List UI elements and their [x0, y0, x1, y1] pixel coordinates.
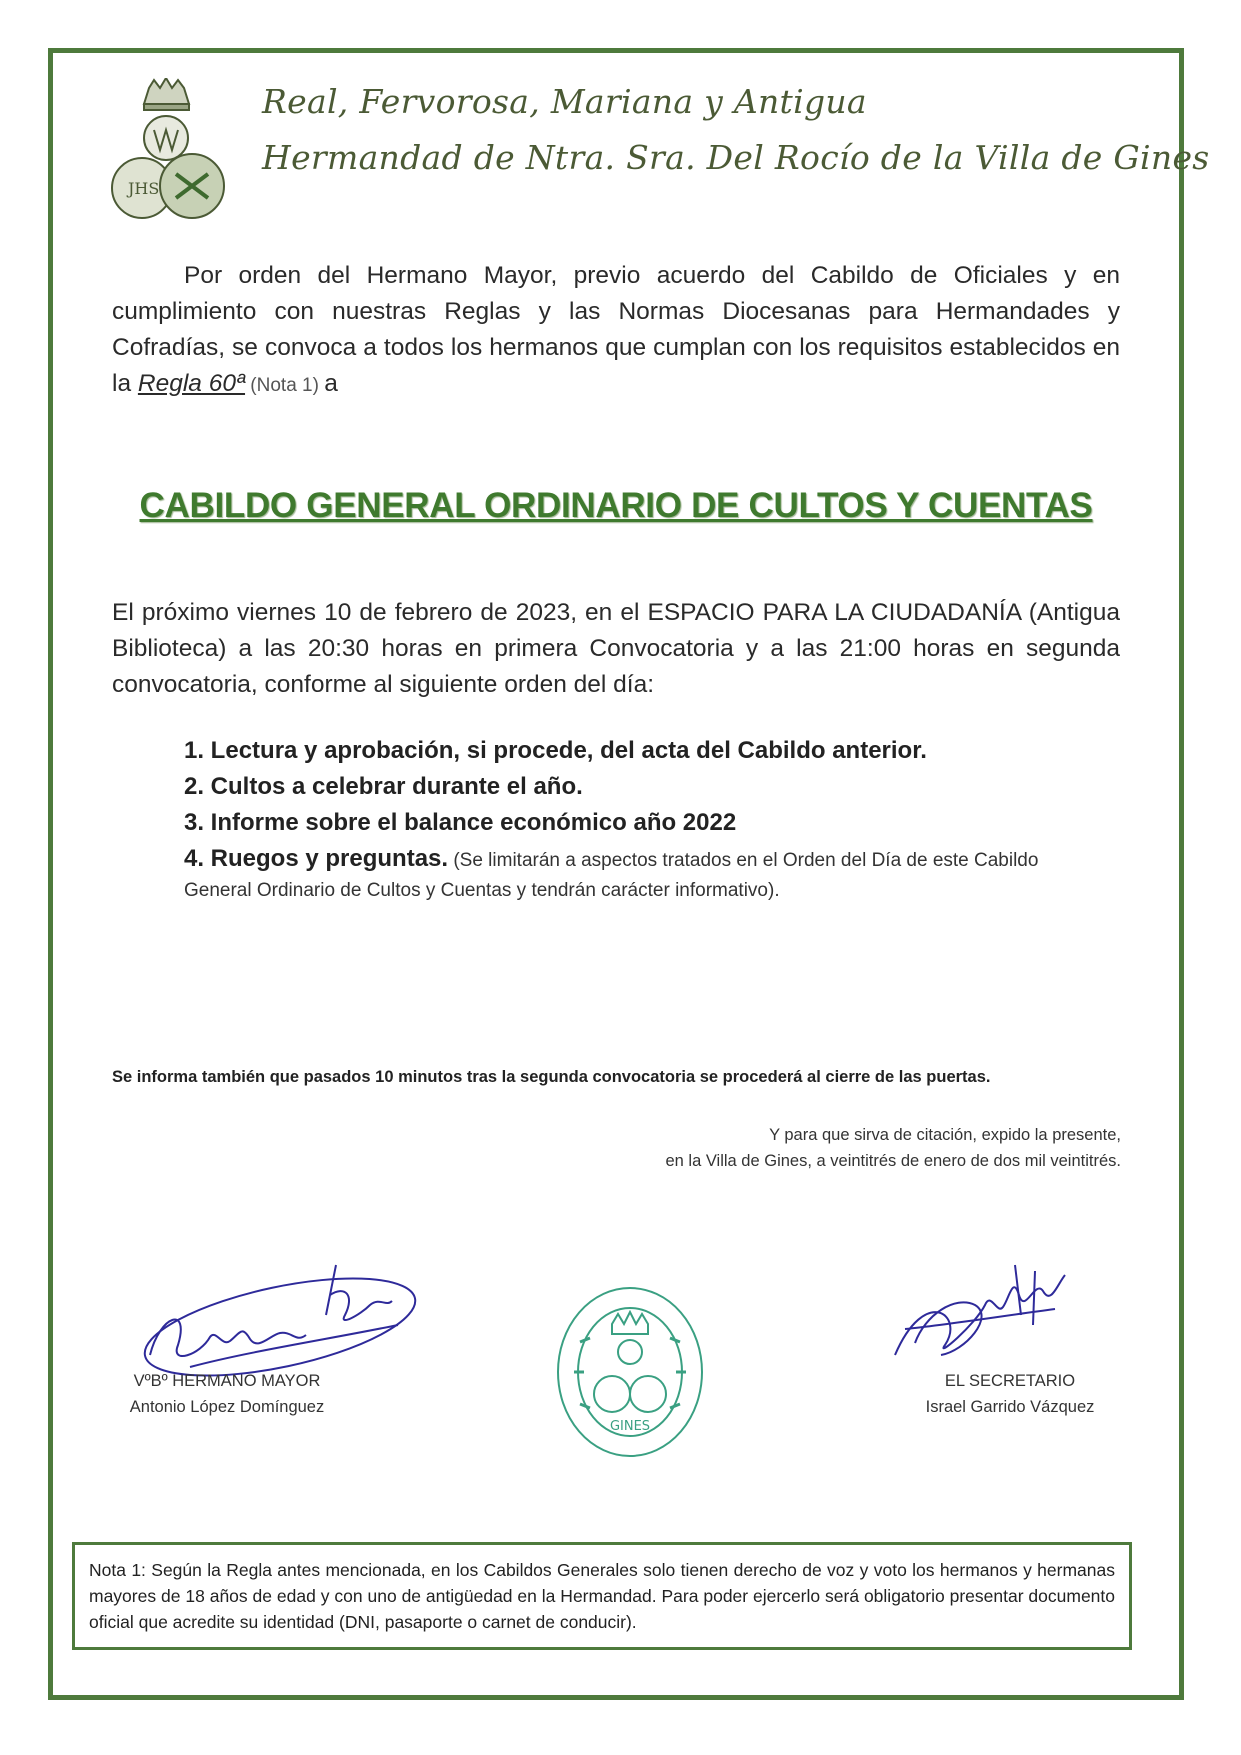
citation-line: Y para que sirva de citación, expido la presente, [769, 1126, 1121, 1144]
agenda-list [184, 733, 1120, 905]
agenda-item-ruegos [184, 841, 1120, 877]
brotherhood-seal [550, 1282, 710, 1462]
meeting-details: El próximo viernes 10 de febrero de 2023, en el ESPACIO PARA LA CIUDADANÍA (Antigua Biblioteca) a las 20:30 horas en primera Convocatoria y a las 21:00 horas en segunda convocatoria, conforme al siguiente orden del día: [112, 599, 1120, 698]
nota-reference: (Nota 1) [245, 375, 325, 396]
footnote-box: Nota 1: Según la Regla antes mencionada, en los Cabildos Generales solo tienen derecho de voz y voto los hermanos y hermanas mayores de 18 años de edad y con uno de antigüedad en la Hermandad. Para poder ejercerlo será obligatorio presentar documento oficial que acredite su identidad (DNI, pasaporte o carnet de conducir). [72, 1542, 1132, 1650]
signature-role: VºBº HERMANO MAYOR [133, 1372, 321, 1390]
agenda-item-label: 4. Ruegos y preguntas. [184, 845, 449, 872]
intro-text-end: a [324, 370, 338, 397]
signature-role: EL SECRETARIO [944, 1372, 1076, 1390]
agenda-item-note: (Se limitarán a aspectos tratados en el Orden del Día de este Cabildo [448, 850, 1039, 871]
signature-name: Israel Garrido Vázquez [925, 1398, 1095, 1416]
agenda-item: 3. Informe sobre el balance económico año 2022 [184, 809, 737, 836]
agenda-item: 2. Cultos a celebrar durante el año. [184, 773, 583, 800]
doors-notice: Se informa también que pasados 10 minutos tras la segunda convocatoria se procederá al cierre de las puertas. [112, 1068, 991, 1086]
header-title-line1: Real, Fervorosa, Mariana y Antigua [262, 82, 867, 121]
signature-left [112, 1368, 342, 1420]
intro-paragraph [112, 258, 1120, 404]
agenda-item-note-continued: General Ordinario de Cultos y Cuentas y tendrán carácter informativo). [184, 880, 780, 901]
signature-name: Antonio López Domínguez [129, 1398, 325, 1416]
svg-text:JHS: JHS [128, 179, 160, 198]
citation-block [665, 1122, 1121, 1174]
signature-right [900, 1368, 1120, 1420]
agenda-item: 1. Lectura y aprobación, si procede, del acta del Cabildo anterior. [184, 737, 927, 764]
regla-reference: Regla 60ª [137, 370, 246, 397]
seal-text: GINES [609, 1419, 651, 1434]
header-title-line2: Hermandad de Ntra. Sra. Del Rocío de la Villa de Gines [262, 138, 1210, 177]
hermano-mayor-signature [130, 1255, 420, 1385]
brotherhood-crest-icon [104, 78, 234, 224]
document-title: CABILDO GENERAL ORDINARIO DE CULTOS Y CUENTAS [139, 486, 1093, 525]
citation-line: en la Villa de Gines, a veintitrés de enero de dos mil veintitrés. [665, 1152, 1121, 1170]
secretario-signature [885, 1255, 1085, 1375]
intro-text: Por orden del Hermano Mayor, previo acuerdo del Cabildo de Oficiales y en cumplimiento con nuestras Reglas y las Normas Diocesanas para Hermandades y Cofradías, se convoca a todos los hermanos que cumplan con los requisitos establecidos en la [112, 262, 1120, 397]
